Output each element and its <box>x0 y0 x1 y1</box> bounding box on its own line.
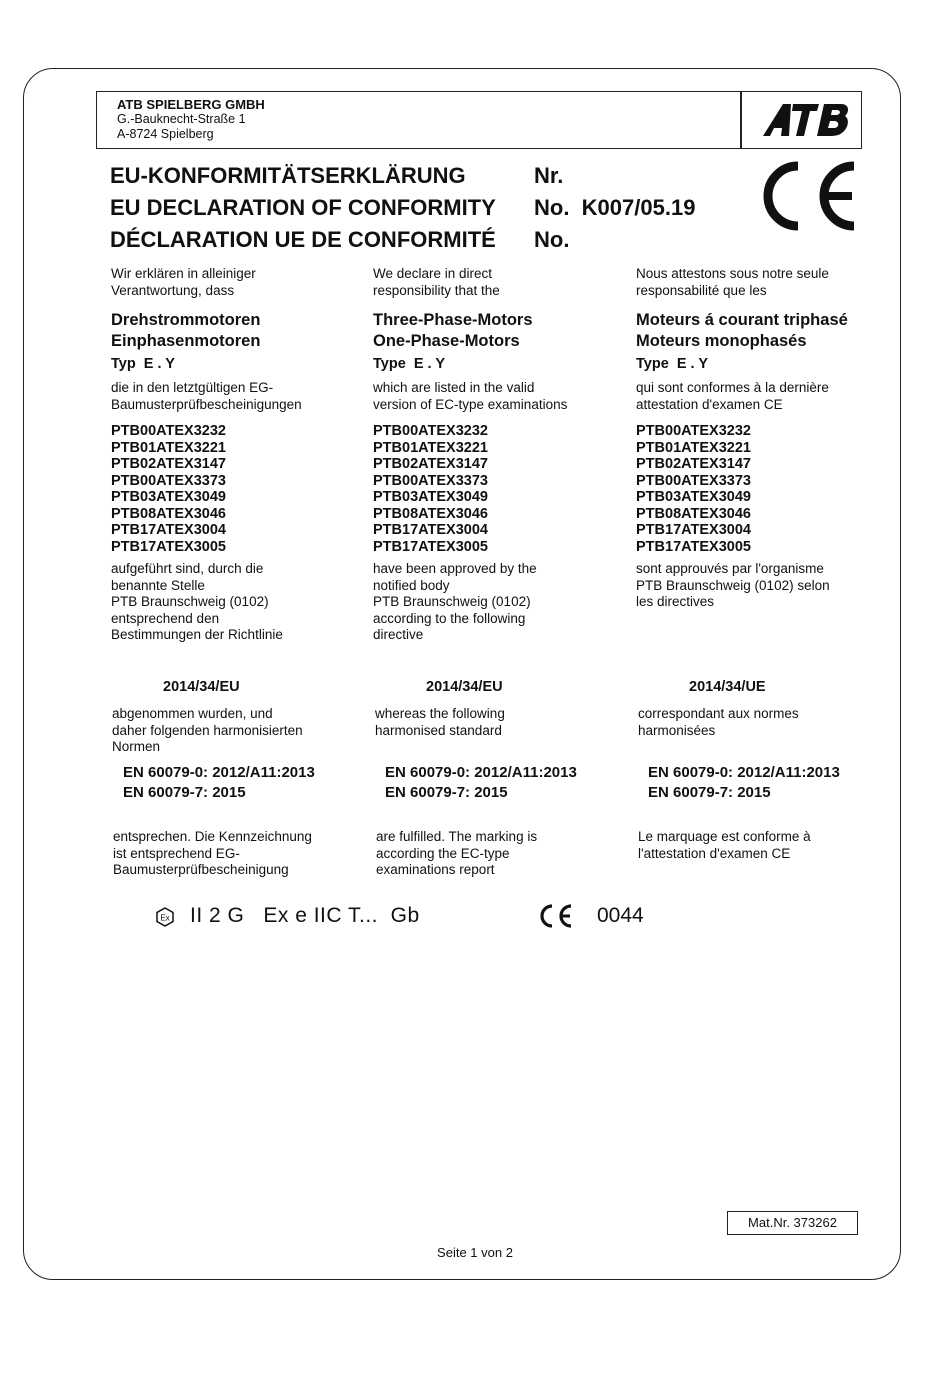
approved-line: aufgeführt sind, durch die <box>111 561 264 576</box>
intro-line: Nous attestons sous notre seule <box>636 266 829 281</box>
approved-line: directive <box>373 627 424 642</box>
company-address <box>117 97 265 142</box>
intro-line: responsibility that the <box>373 282 500 298</box>
approved-line: PTB Braunschweig (0102) selon <box>636 577 830 593</box>
marking-statement-line: ist entsprechend EG- <box>113 845 240 861</box>
motor-type: Type E . Y <box>636 356 708 372</box>
certificate-item: PTB00ATEX3232 <box>636 423 751 439</box>
page-number: Seite 1 von 2 <box>437 1245 513 1260</box>
company-street: G.-Bauknecht-Straße 1 <box>117 112 246 126</box>
approved-line: have been approved by the <box>373 561 537 576</box>
certificate-item: PTB01ATEX3221 <box>373 439 488 456</box>
intro-line: responsabilité que les <box>636 282 767 298</box>
listed-line: which are listed in the valid <box>373 380 535 395</box>
header-divider <box>740 92 742 148</box>
ex-hexagon-icon <box>155 907 175 927</box>
marking-statement-english <box>376 829 537 879</box>
approved-line: according to the following <box>373 610 526 626</box>
standards-english <box>385 763 577 802</box>
number-german: Nr. <box>534 163 564 188</box>
marking-statement-german <box>113 829 312 879</box>
standard-item: EN 60079-0: 2012/A11:2013 <box>385 764 577 781</box>
certificate-item: PTB17ATEX3005 <box>373 538 488 555</box>
harmonised-line: daher folgenden harmonisierten <box>112 722 303 738</box>
certificate-list <box>373 423 628 555</box>
certificate-item: PTB17ATEX3005 <box>111 538 226 555</box>
product-line: Three-Phase-Motors <box>373 311 533 329</box>
marking-statement-french <box>638 829 811 862</box>
certificate-item: PTB08ATEX3046 <box>111 505 226 522</box>
certificate-list <box>111 423 366 555</box>
approved-line: PTB Braunschweig (0102) <box>111 594 269 609</box>
directive-french: 2014/34/UE <box>689 679 766 695</box>
company-header <box>96 91 862 149</box>
certificate-item: PTB08ATEX3046 <box>373 505 488 522</box>
marking-statement-line: according the EC-type <box>376 845 510 861</box>
certificate-item: PTB02ATEX3147 <box>373 456 488 472</box>
certificate-item: PTB08ATEX3046 <box>636 505 751 522</box>
approved-line: benannte Stelle <box>111 577 205 593</box>
certificate-item: PTB00ATEX3373 <box>636 472 751 489</box>
intro-line: We declare in direct <box>373 266 493 281</box>
title-french: DÉCLARATION UE DE CONFORMITÉ <box>110 227 496 252</box>
column-german <box>111 266 366 644</box>
standards-french <box>648 763 840 802</box>
certificate-item: PTB02ATEX3147 <box>111 456 226 472</box>
title-english: EU DECLARATION OF CONFORMITY <box>110 195 496 220</box>
harmonised-intro-french <box>638 706 799 739</box>
certificate-item: PTB03ATEX3049 <box>111 489 226 505</box>
approved-line: Bestimmungen der Richtlinie <box>111 627 283 642</box>
number-french: No. <box>534 227 570 252</box>
listed-line: Baumusterprüfbescheinigungen <box>111 396 302 412</box>
harmonised-intro-german <box>112 706 303 756</box>
standards-german <box>123 763 315 802</box>
marking-statement-line: examinations report <box>376 862 495 877</box>
standard-item: EN 60079-0: 2012/A11:2013 <box>648 764 840 781</box>
harmonised-intro-english <box>375 706 505 739</box>
approved-line: entsprechend den <box>111 610 220 626</box>
certificate-item: PTB03ATEX3049 <box>373 489 488 505</box>
title-german: EU-KONFORMITÄTSERKLÄRUNG <box>110 163 466 188</box>
motor-type: Typ E . Y <box>111 356 175 372</box>
harmonised-line: harmonised standard <box>375 722 502 738</box>
declaration-title <box>110 160 496 256</box>
atb-logo <box>757 98 853 142</box>
certificate-item: PTB00ATEX3373 <box>111 472 226 489</box>
product-line: Drehstrommotoren <box>111 311 261 329</box>
certificate-list <box>636 423 891 555</box>
listed-line: die in den letztgültigen EG- <box>111 380 274 395</box>
marking-statement-line: Baumusterprüfbescheinigung <box>113 862 289 877</box>
certificate-item: PTB00ATEX3373 <box>373 472 488 489</box>
standard-item: EN 60079-0: 2012/A11:2013 <box>123 764 315 781</box>
marking-statement-line: Le marquage est conforme à <box>638 829 811 844</box>
standard-item: EN 60079-7: 2015 <box>123 783 246 801</box>
material-number-box: Mat.Nr. 373262 <box>727 1211 858 1235</box>
product-line: Einphasenmotoren <box>111 331 261 350</box>
atex-marking: II 2 G Ex e IIC T... Gb <box>190 904 420 927</box>
certificate-item: PTB01ATEX3221 <box>636 439 751 456</box>
product-line: One-Phase-Motors <box>373 331 520 350</box>
harmonised-line: harmonisées <box>638 722 716 738</box>
company-name: ATB SPIELBERG GMBH <box>117 97 265 112</box>
approved-line: les directives <box>636 594 715 609</box>
product-line: Moteurs monophasés <box>636 331 807 350</box>
column-french <box>636 266 891 611</box>
number-english: No. K007/05.19 <box>534 195 696 220</box>
certificate-item: PTB17ATEX3005 <box>636 538 751 555</box>
certificate-item: PTB00ATEX3232 <box>111 423 226 439</box>
directive-english: 2014/34/EU <box>426 679 503 695</box>
marking-statement-line: entsprechen. Die Kennzeichnung <box>113 829 312 844</box>
column-english <box>373 266 628 644</box>
approved-line: notified body <box>373 577 450 593</box>
listed-line: attestation d'examen CE <box>636 396 783 412</box>
certificate-item: PTB17ATEX3004 <box>636 522 751 538</box>
ce-small-icon <box>536 903 574 929</box>
certificate-item: PTB03ATEX3049 <box>636 489 751 505</box>
notified-body-number: 0044 <box>597 904 644 927</box>
intro-line: Verantwortung, dass <box>111 282 235 298</box>
standard-item: EN 60079-7: 2015 <box>385 783 508 801</box>
product-line: Moteurs á courant triphasé <box>636 311 848 329</box>
marking-statement-line: are fulfilled. The marking is <box>376 829 538 844</box>
standard-item: EN 60079-7: 2015 <box>648 783 771 801</box>
certificate-item: PTB17ATEX3004 <box>111 522 226 538</box>
harmonised-line: Normen <box>112 739 161 754</box>
certificate-item: PTB01ATEX3221 <box>111 439 226 456</box>
harmonised-line: whereas the following <box>375 706 505 721</box>
certificate-item: PTB17ATEX3004 <box>373 522 488 538</box>
motor-type: Type E . Y <box>373 356 445 372</box>
declaration-number <box>534 160 695 256</box>
intro-line: Wir erklären in alleiniger <box>111 266 256 281</box>
approved-line: sont approuvés par l'organisme <box>636 561 824 576</box>
listed-line: qui sont conformes à la dernière <box>636 380 829 395</box>
svg-text:Ex: Ex <box>160 913 170 923</box>
directive-german: 2014/34/EU <box>163 679 240 695</box>
company-city: A-8724 Spielberg <box>117 127 214 141</box>
marking-statement-line: l'attestation d'examen CE <box>638 845 791 861</box>
certificate-item: PTB00ATEX3232 <box>373 423 488 439</box>
harmonised-line: abgenommen wurden, und <box>112 706 273 721</box>
approved-line: PTB Braunschweig (0102) <box>373 594 531 609</box>
harmonised-line: correspondant aux normes <box>638 706 799 721</box>
certificate-item: PTB02ATEX3147 <box>636 456 751 472</box>
listed-line: version of EC-type examinations <box>373 396 568 412</box>
ce-mark-icon <box>750 158 860 234</box>
